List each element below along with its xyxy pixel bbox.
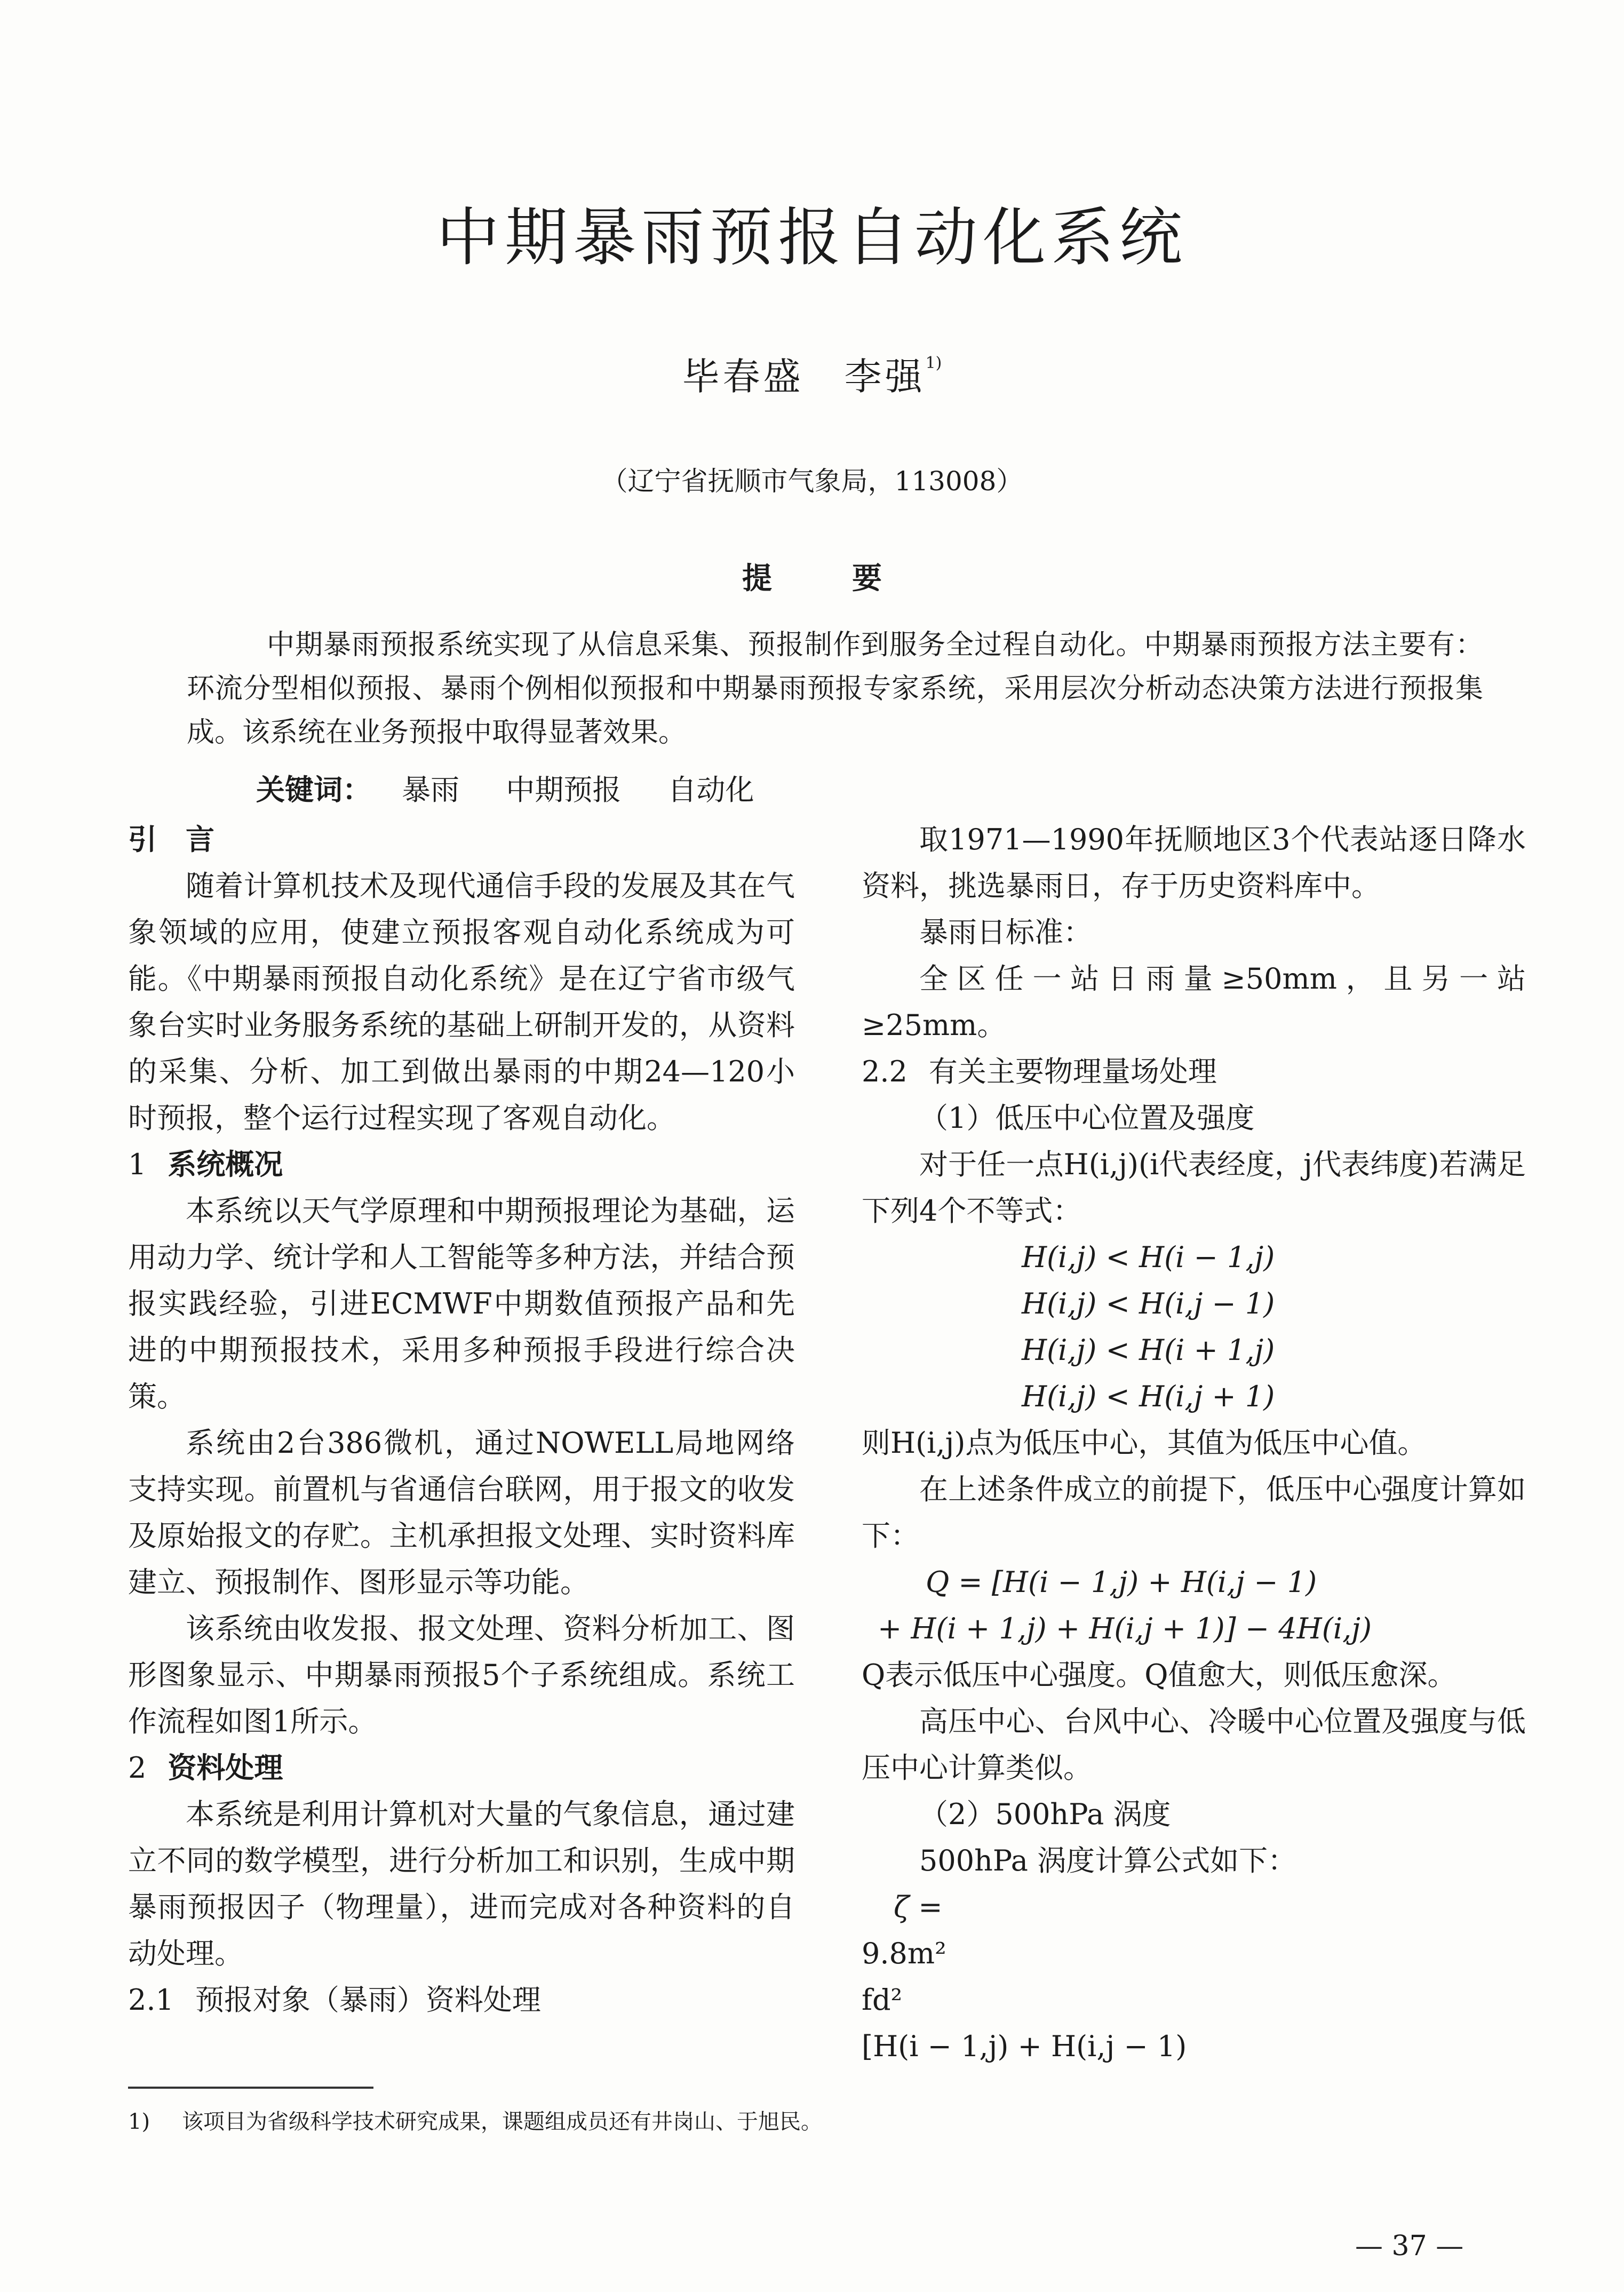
inequality: H(i,j) < H(i,j + 1) — [1022, 1380, 1275, 1413]
list-item: （1）低压中心位置及强度 — [919, 1101, 1255, 1135]
equation-vorticity — [862, 1884, 1526, 1930]
footnote-mark: 1) — [128, 2110, 150, 2134]
equation-q-line-2: + H(i + 1,j) + H(i,j + 1)] − 4H(i,j) — [878, 1612, 1372, 1645]
subsection-heading-2-2 — [862, 1048, 1526, 1095]
footnote — [128, 2105, 822, 2135]
keywords-line — [256, 767, 792, 808]
paragraph: Q表示低压中心强度。Q值愈大，则低压愈深。 — [862, 1658, 1456, 1692]
paragraph: 对于任一点H(i,j)(i代表经度，j代表纬度)若满足下列4个不等式： — [862, 1148, 1526, 1228]
paragraph: 本系统以天气学原理和中期预报理论为基础，运用动力学、统计学和人工智能等多种方法，并结合预报实践经验，引进ECMWF中期数值预报产品和先进的中期预报技术，采用多种预报手段进行综合决策。 — [128, 1194, 795, 1413]
section-heading-1 — [128, 1141, 795, 1188]
fraction-numerator: 9.8m² — [862, 1937, 946, 1970]
author-note-mark: 1) — [925, 354, 942, 372]
paragraph: 在上述条件成立的前提下，低压中心强度计算如下： — [862, 1473, 1526, 1553]
paragraph: 取1971—1990年抚顺地区3个代表站逐日降水资料，挑选暴雨日，存于历史资料库中。 — [862, 823, 1526, 903]
fraction-denominator: fd² — [862, 1983, 903, 2017]
keyword: 暴雨 — [402, 773, 460, 807]
abstract-text: 中期暴雨预报系统实现了从信息采集、预报制作到服务全过程自动化。中期暴雨预报方法主要有：环流分型相似预报、暴雨个例相似预报和中期暴雨预报专家系统，采用层次分析动态决策方法进行预报集成。该系统在业务预报中取得显著效果。 — [187, 629, 1483, 749]
inequality: H(i,j) < H(i + 1,j) — [1022, 1333, 1275, 1367]
paragraph: 该系统由收发报、报文处理、资料分析加工、图形图象显示、中期暴雨预报5个子系统组成。系统工作流程如图1所示。 — [128, 1612, 795, 1738]
left-column — [128, 816, 795, 2023]
subsection-title: 有关主要物理量场处理 — [928, 1055, 1217, 1088]
keyword: 中期预报 — [506, 773, 622, 807]
inequality: H(i,j) < H(i − 1,j) — [1022, 1240, 1275, 1274]
paragraph: 高压中心、台风中心、冷暖中心位置及强度与低压中心计算类似。 — [862, 1705, 1526, 1785]
section-title: 系统概况 — [168, 1147, 283, 1181]
paragraph: 500hPa 涡度计算公式如下： — [919, 1844, 1297, 1877]
subsection-number: 2.1 — [128, 1983, 174, 2017]
section-heading-intro: 引 言 — [128, 822, 214, 856]
section-heading-2 — [128, 1745, 795, 1791]
paragraph: 则H(i,j)点为低压中心，其值为低压中心值。 — [862, 1426, 1427, 1460]
equation-q-line-1: Q = [H(i − 1,j) + H(i,j − 1) — [926, 1565, 1317, 1599]
keywords-label: 关键词： — [256, 773, 371, 807]
subsection-heading-2-1 — [128, 1977, 795, 2023]
section-title: 资料处理 — [168, 1750, 283, 1785]
section-number: 2 — [128, 1751, 147, 1785]
subsection-title: 预报对象（暴雨）资料处理 — [195, 1983, 541, 2017]
paragraph: 全区任一站日雨量≥50mm，且另一站≥25mm。 — [862, 962, 1526, 1042]
keyword: 自动化 — [667, 773, 754, 807]
abstract-heading: 提要 — [742, 561, 962, 596]
equation-rhs: [H(i − 1,j) + H(i,j − 1) — [862, 2030, 1187, 2063]
footnote-text: 该项目为省级科学技术研究成果，课题组成员还有井岗山、于旭民。 — [182, 2110, 823, 2134]
paragraph: 系统由2台386微机，通过NOWELL局地网络支持实现。前置机与省通信台联网，用于报文的收发及原始报文的存贮。主机承担报文处理、实时资料库建立、预报制作、图形显示等功能。 — [128, 1426, 795, 1599]
author-names: 毕春盛 李强 — [682, 355, 926, 399]
paragraph: 本系统是利用计算机对大量的气象信息，通过建立不同的数学模型，进行分析加工和识别，生成中期暴雨预报因子（物理量），进而完成对各种资料的自动处理。 — [128, 1797, 795, 1970]
page-number: — 37 — — [1355, 2230, 1464, 2262]
section-number: 1 — [128, 1148, 147, 1181]
paper-title: 中期暴雨预报自动化系统 — [436, 201, 1188, 274]
footnote-rule — [128, 2087, 373, 2089]
inequality: H(i,j) < H(i,j − 1) — [1022, 1287, 1275, 1320]
affiliation: （辽宁省抚顺市气象局，113008） — [601, 466, 1023, 497]
paragraph: 暴雨日标准： — [919, 916, 1092, 949]
paragraph: 随着计算机技术及现代通信手段的发展及其在气象领域的应用，使建立预报客观自动化系统成为可能。《中期暴雨预报自动化系统》是在辽宁省市级气象台实时业务服务系统的基础上研制开发的，从资料的采集、分析、加工到做出暴雨的中期24—120小时预报，整个运行过程实现了客观自动化。 — [128, 869, 795, 1135]
author-line — [0, 347, 1624, 401]
right-column — [862, 816, 1526, 2070]
equation-lhs: ζ = — [894, 1890, 943, 1924]
subsection-number: 2.2 — [862, 1055, 907, 1088]
list-item: （2）500hPa 涡度 — [919, 1797, 1171, 1831]
